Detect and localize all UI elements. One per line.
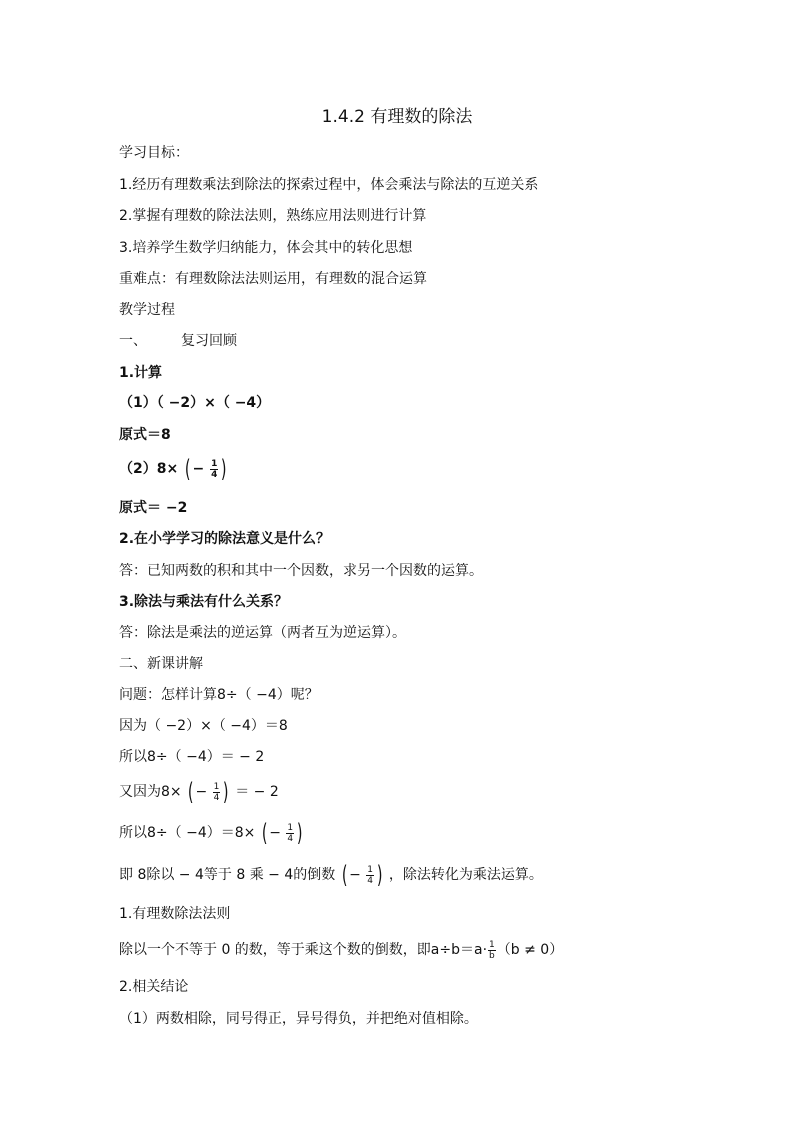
answer-3: 答：除法是乘法的逆运算（两者互为逆运算）。 [119, 625, 406, 641]
left-paren: ( [341, 861, 348, 889]
calc-heading: 1.计算 [119, 365, 163, 381]
that-is-line [119, 862, 734, 888]
also-because-line [119, 779, 734, 805]
calc-2 [119, 456, 734, 482]
minus-sign: − [195, 784, 208, 800]
that-suffix: ，除法转化为乘法运算。 [388, 867, 543, 883]
fraction-numerator: 1 [489, 939, 495, 950]
also-suffix: ＝ − 2 [235, 784, 279, 800]
section-1-title: 复习回顾 [181, 333, 237, 349]
that-prefix: 即 8除以 − 4等于 8 乘 − 4的倒数 [119, 867, 336, 883]
fraction-numerator: 1 [287, 822, 294, 833]
section-1-number: 一、 [119, 333, 147, 349]
fraction-one-quarter [210, 459, 218, 480]
calc-2-answer: 原式＝ −2 [119, 500, 188, 516]
key-points: 重难点：有理数除法法则运用，有理数的混合运算 [119, 271, 427, 287]
conclusion-1: （1）两数相除，同号得正，异号得负，并把绝对值相除。 [119, 1011, 478, 1027]
section-2-heading: 二、新课讲解 [119, 656, 203, 672]
fraction-numerator: 1 [213, 781, 220, 792]
objective-3: 3.培养学生数学归纳能力，体会其中的转化思想 [119, 240, 413, 256]
calc-1-answer: 原式＝8 [119, 427, 171, 443]
right-paren: ) [223, 778, 229, 806]
objectives-heading: 学习目标： [119, 145, 189, 161]
also-prefix: 又因为8× [119, 784, 182, 800]
because-line: 因为（ −2）×（ −4）＝8 [119, 718, 288, 734]
fraction-denominator: 4 [287, 833, 294, 844]
fraction-denominator: 4 [211, 469, 218, 480]
page-title: 1.4.2 有理数的除法 [321, 107, 473, 127]
fraction-denominator: 4 [213, 792, 220, 803]
fraction-numerator: 1 [211, 458, 218, 469]
rule-condition: （b ≠ 0） [496, 942, 564, 958]
minus-sign: − [192, 461, 205, 477]
left-paren: ( [184, 455, 191, 483]
so-2-prefix: 所以8÷（ −4）＝8× [119, 825, 256, 841]
question-text: 问题：怎样计算8÷（ −4）呢？ [119, 687, 319, 703]
conclusion-heading: 2.相关结论 [119, 979, 189, 995]
calc-2-prefix: （2）8× [119, 461, 179, 477]
right-paren: ) [376, 861, 383, 889]
process-heading: 教学过程 [119, 302, 175, 318]
fraction-one-over-b [488, 940, 496, 961]
fraction-denominator: 4 [367, 875, 373, 886]
calc-1: （1）（ −2）×（ −4） [119, 395, 271, 411]
so-line-1: 所以8÷（ −4）＝ − 2 [119, 749, 265, 765]
minus-sign: − [349, 867, 361, 883]
question-3: 3.除法与乘法有什么关系？ [119, 594, 289, 610]
fraction-numerator: 1 [367, 864, 373, 875]
answer-2: 答：已知两数的积和其中一个因数，求另一个因数的运算。 [119, 563, 483, 579]
so-line-2 [119, 820, 734, 846]
section-1-heading [119, 332, 734, 350]
fraction-one-quarter [286, 823, 294, 844]
rule-text-line [119, 937, 734, 963]
fraction-one-quarter [366, 865, 374, 886]
objective-1: 1.经历有理数乘法到除法的探索过程中，体会乘法与除法的互逆关系 [119, 177, 539, 193]
fraction-denominator: b [489, 950, 495, 961]
rule-text: 除以一个不等于 0 的数，等于乘这个数的倒数，即a÷b＝a· [119, 942, 488, 958]
left-paren: ( [261, 819, 268, 847]
rule-heading: 1.有理数除法法则 [119, 906, 231, 922]
right-paren: ) [297, 819, 303, 847]
right-paren: ) [221, 455, 227, 483]
fraction-one-quarter [213, 782, 221, 803]
minus-sign: − [269, 825, 281, 841]
objective-2: 2.掌握有理数的除法法则，熟练应用法则进行计算 [119, 208, 427, 224]
question-2: 2.在小学学习的除法意义是什么？ [119, 531, 331, 547]
left-paren: ( [187, 778, 194, 806]
